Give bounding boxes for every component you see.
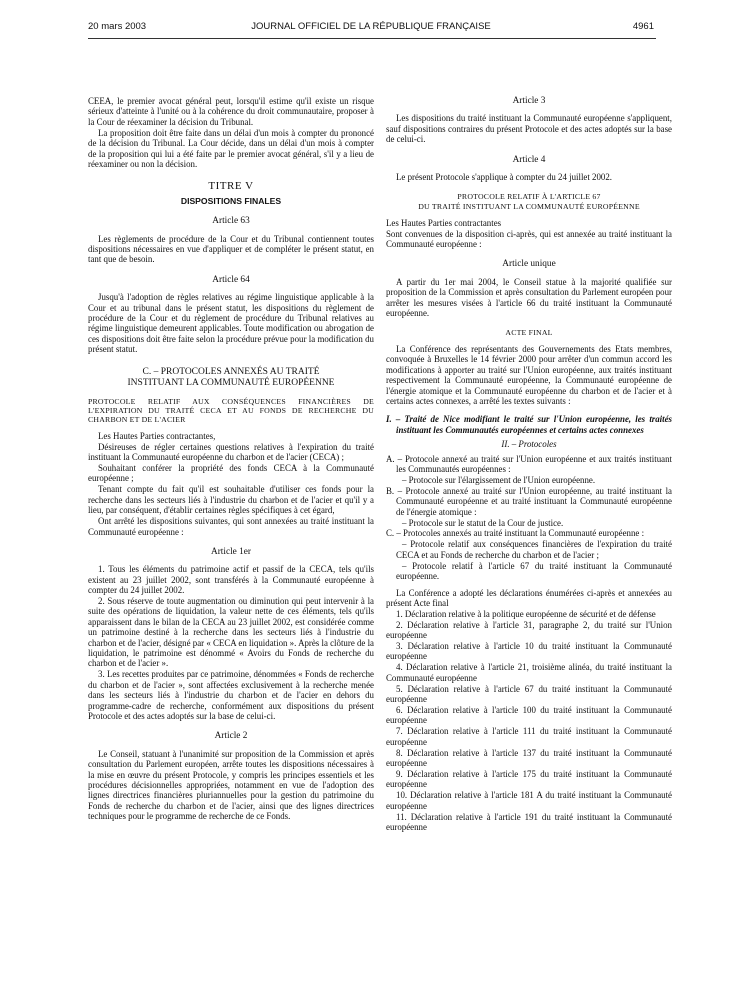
paragraph: La proposition doit être faite dans un délai d'un mois à compter du prononcé de la décision du Tribunal. La Cour décide, dans un délai d'un mois à compter de la proposition qui lui a été faite par le premier avocat général, s'il y a lieu de réexaminer ou non la décision.	[88, 127, 374, 169]
protocol-subitem: – Protocole relatif à l'article 67 du traité instituant la Communauté européenne.	[396, 560, 672, 582]
article-heading: Article 63	[212, 216, 250, 227]
article-heading: Article 64	[212, 274, 250, 285]
declaration-item: 7. Déclaration relative à l'article 111 du traité instituant la Communauté européenne	[386, 726, 672, 747]
declaration-item: 6. Déclaration relative à l'article 100 du traité instituant la Communauté européenne	[386, 704, 672, 726]
protocol-title: PROTOCOLE RELATIF AUX CONSÉQUENCES FINANCIÈRES DE L'EXPIRATION DU TRAITÉ CECA ET AU FONDS DE RECHERCHE DU CHARBON ET DE L'ACIER	[88, 396, 374, 425]
paragraph: Désireuses de régler certaines questions relatives à l'expiration du traité instituant la Communauté européenne du charbon et de l'acier (CECA) ;	[88, 441, 374, 463]
paragraph: 2. Sous réserve de toute augmentation ou diminution qui peut intervenir à la suite des opérations de liquidation, la valeur nette de ces éléments, tels qu'ils apparaissent dans le bilan de la CECA au 23 juillet 2002, est considérée comme un patrimoine destiné à la recherche dans les secteurs liés à l'industrie du charbon et de l'acier, désigné par « CECA en liquidation ». Après la clôture de la liquidation, le patrimoine est dénommé « Avoirs du Fonds de recherche du charbon et de l'acier ».	[88, 596, 374, 669]
paragraph: Souhaitant conférer la propriété des fonds CECA à la Communauté européenne ;	[88, 463, 374, 484]
protocol-item: B. – Protocole annexé au traité sur l'Union européenne, au traité instituant la Communauté européenne et au traité instituant la Communauté européenne de l'énergie atomique :	[386, 485, 672, 517]
right-column	[386, 96, 672, 833]
declaration-item: 9. Déclaration relative à l'article 175 du traité instituant la Communauté européenne	[386, 768, 672, 790]
declaration-item: 2. Déclaration relative à l'article 31, paragraphe 2, du traité sur l'Union européenne	[386, 619, 672, 641]
titre-subheading: DISPOSITIONS FINALES	[180, 195, 282, 206]
protocol-subitem: – Protocole sur le statut de la Cour de justice.	[402, 517, 564, 528]
header-page-number: 4961	[632, 21, 654, 32]
paragraph: La Conférence des représentants des Gouvernements des Etats membres, convoquée à Bruxelles le 14 février 2000 pour arrêter d'un commun accord les modifications à apporter au traité sur l'Union européenne, aux traités instituant respectivement la Communauté européenne, la Communauté européenne de l'énergie atomique et la Communauté européenne du charbon et de l'acier et à certains actes connexes, a arrêté les textes suivants :	[386, 343, 672, 406]
paragraph: Le présent Protocole s'applique à compter du 24 juillet 2002.	[396, 172, 613, 183]
paragraph: Tenant compte du fait qu'il est souhaitable d'utiliser ces fonds pour la recherche dans les secteurs liés à l'industrie du charbon et de l'acier et qu'il y a lieu, par conséquent, d'établir certaines règles spécifiques à cet égard,	[88, 484, 374, 516]
declaration-item: 10. Déclaration relative à l'article 181 A du traité instituant la Communauté européenne	[386, 790, 672, 811]
article-heading: Article unique	[502, 259, 556, 270]
section-title: I. – Traité de Nice modifiant le traité sur l'Union européenne, les traités instituant les Communautés européennes et certains actes connexes	[386, 414, 672, 435]
declaration-item: 11. Déclaration relative à l'article 191 du traité instituant la Communauté européenne	[386, 811, 672, 832]
protocol-subitem: – Protocole sur l'élargissement de l'Union européenne.	[402, 474, 596, 485]
protocol-title-line: PROTOCOLE RELATIF À L'ARTICLE 67	[457, 192, 601, 202]
article-heading: Article 4	[512, 154, 546, 165]
titre-heading: TITRE V	[208, 180, 254, 193]
paragraph: Ont arrêté les dispositions suivantes, qui sont annexées au traité instituant la Communauté européenne :	[88, 516, 374, 537]
protocol-title-line: DU TRAITÉ INSTITUANT LA COMMUNAUTÉ EUROPÉENNE	[418, 202, 640, 212]
paragraph: Les règlements de procédure de la Cour et du Tribunal contiennent toutes dispositions nécessaires en vue d'appliquer et de compléter le présent statut, en tant que de besoin.	[88, 233, 374, 265]
protocol-item: C. – Protocoles annexés au traité instituant la Communauté européenne :	[386, 528, 645, 539]
paragraph: CEEA, le premier avocat général peut, lorsqu'il estime qu'il existe un risque sérieux d'atteinte à l'unité ou à la cohérence du droit communautaire, proposer à la Cour de réexaminer la décision du Tribunal.	[88, 96, 374, 127]
section-heading	[88, 367, 374, 389]
declaration-item: 3. Déclaration relative à l'article 10 du traité instituant la Communauté européenne	[386, 641, 672, 662]
protocol-item: A. – Protocole annexé au traité sur l'Union européenne et aux traités instituant les Communautés européennes :	[386, 453, 672, 475]
section-heading-line: INSTITUANT LA COMMUNAUTÉ EUROPÉENNE	[127, 377, 335, 388]
paragraph: Sont convenues de la disposition ci-après, qui est annexée au traité instituant la Communauté européenne :	[386, 228, 672, 249]
section-heading-line: C. – PROTOCOLES ANNEXÉS AU TRAITÉ	[142, 366, 320, 377]
article-heading: Article 2	[214, 731, 248, 742]
running-header	[88, 21, 654, 35]
header-journal-title: JOURNAL OFFICIEL DE LA RÉPUBLIQUE FRANÇAISE	[251, 21, 491, 32]
header-rule	[88, 38, 656, 39]
article-heading: Article 1er	[210, 546, 251, 557]
paragraph: Les Hautes Parties contractantes	[386, 217, 502, 228]
section-title	[386, 439, 672, 449]
paragraph: La Conférence a adopté les déclarations énumérées ci-après et annexées au présent Acte final	[386, 587, 672, 608]
paragraph: Le Conseil, statuant à l'unanimité sur proposition de la Commission et après consultation du Parlement européen, arrête toutes les dispositions nécessaires à la mise en œuvre du présent Protocole, y compris les principes essentiels et les procédures décisionnelles appropriées, notamment en vue de l'adoption des lignes directrices financières pluriannuelles pour la gestion du patrimoine du Fonds de recherche du charbon et de l'acier, ainsi que des lignes directrices techniques pour le programme de recherche de ce Fonds.	[88, 748, 374, 822]
left-column	[88, 96, 374, 822]
declaration-item: 5. Déclaration relative à l'article 67 du traité instituant la Communauté européenne	[386, 683, 672, 705]
header-date: 20 mars 2003	[88, 21, 147, 32]
article-heading: Article 3	[512, 96, 546, 106]
acte-final-heading: ACTE FINAL	[505, 328, 553, 338]
protocol-title	[386, 192, 672, 211]
declaration-item: 8. Déclaration relative à l'article 137 du traité instituant la Communauté européenne	[386, 747, 672, 768]
paragraph: Les dispositions du traité instituant la Communauté européenne s'appliquent, sauf dispositions contraires du présent Protocole et des actes adoptés sur la base de celui-ci.	[386, 113, 672, 145]
section-title-text: II. – Protocoles	[501, 439, 557, 450]
paragraph: Jusqu'à l'adoption de règles relatives au régime linguistique applicable à la Cour et au tribunal dans le présent statut, les dispositions du règlement de procédure de la Cour et du règlement de procédure du Tribunal relatives au régime linguistique demeurent applicables. Toute modification ou abrogation de ces dispositions doit être faite selon la procédure prévue pour la modification du présent statut.	[88, 292, 374, 355]
paragraph: A partir du 1er mai 2004, le Conseil statue à la majorité qualifiée sur proposition de la Commission et après consultation du Parlement européen pour arrêter les mesures visées à l'article 66 du traité instituant la Communauté européenne.	[386, 276, 672, 318]
declaration-item: 1. Déclaration relative à la politique européenne de sécurité et de défense	[396, 608, 656, 619]
protocol-subitem: – Protocole relatif aux conséquences financières de l'expiration du traité CECA et au Fonds de recherche du charbon et de l'acier ;	[396, 539, 672, 560]
paragraph: 3. Les recettes produites par ce patrimoine, dénommées « Fonds de recherche du charbon et de l'acier », sont affectées exclusivement à la recherche menée dans les secteurs liés à l'industrie du charbon et de l'acier en dehors du programme-cadre de recherche, conformément aux dispositions du présent Protocole et des actes adoptés sur la base de celui-ci.	[88, 669, 374, 721]
declaration-item: 4. Déclaration relative à l'article 21, troisième alinéa, du traité instituant la Communauté européenne	[386, 662, 672, 683]
paragraph: 1. Tous les éléments du patrimoine actif et passif de la CECA, tels qu'ils existent au 23 juillet 2002, sont transférés à la Communauté européenne à compter du 24 juillet 2002.	[88, 564, 374, 596]
paragraph: Les Hautes Parties contractantes,	[98, 430, 216, 441]
